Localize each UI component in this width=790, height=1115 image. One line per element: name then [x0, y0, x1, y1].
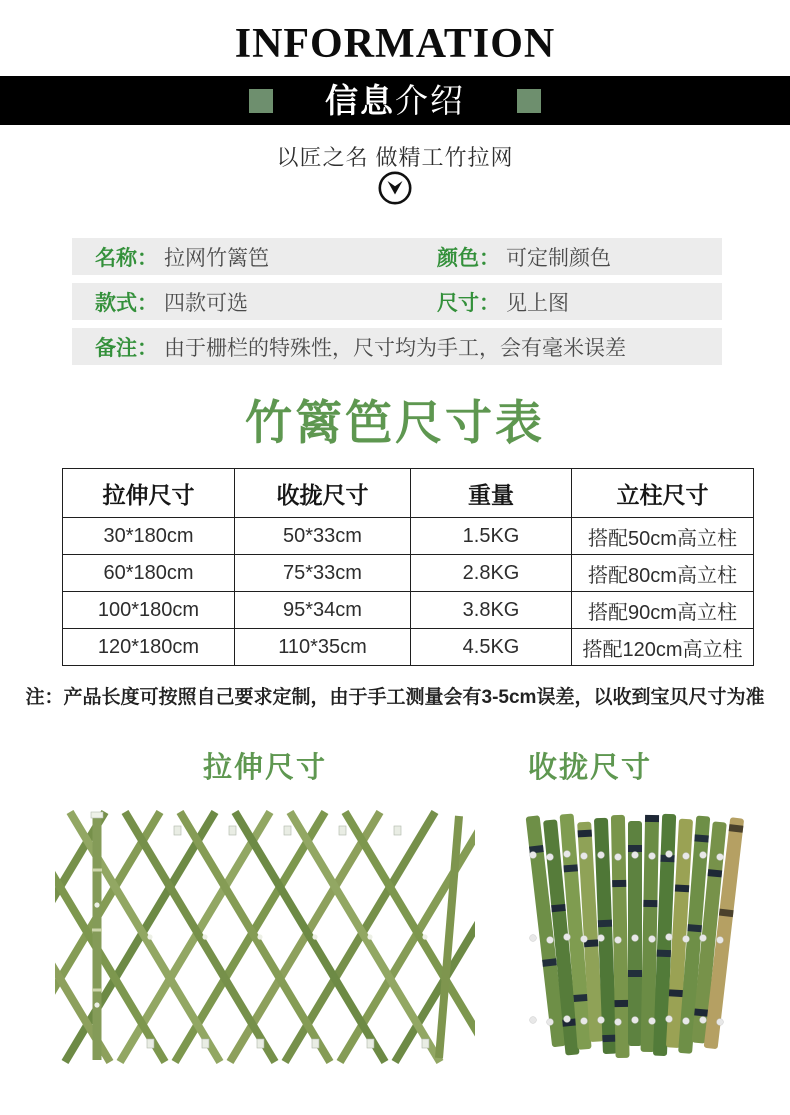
- spec-remark-value: 由于栅栏的特殊性，尺寸均为手工，会有毫米误差: [164, 336, 626, 360]
- banner-square-right: [517, 89, 541, 113]
- page-title: INFORMATION: [234, 21, 556, 67]
- cell-stretched: 100*180cm: [63, 592, 235, 629]
- cell-post: 搭配120cm高立柱: [572, 629, 754, 666]
- spec-color-value: 可定制颜色: [506, 246, 611, 270]
- size-table: [62, 468, 754, 666]
- spec-style-value: 四款可选: [164, 291, 248, 315]
- banner-title: [325, 84, 465, 117]
- size-table-header-row: [63, 469, 754, 518]
- spec-size-label: 尺寸：: [437, 291, 500, 315]
- banner-title-light: 介绍: [395, 82, 465, 119]
- spec-name-label: 名称：: [95, 246, 158, 270]
- bamboo-trellis-image: [55, 810, 475, 1065]
- bamboo-slats-image: [524, 810, 746, 1062]
- cell-stretched: 60*180cm: [63, 555, 235, 592]
- size-table-title: 竹篱笆尺寸表: [245, 396, 545, 449]
- spec-remark-label: 备注：: [95, 336, 158, 360]
- table-footnote: 注：产品长度可按照自己要求定制，由于手工测量会有3-5cm误差，以收到宝贝尺寸为准: [25, 687, 765, 708]
- cell-weight: 2.8KG: [411, 555, 572, 592]
- banner-square-left: [249, 89, 273, 113]
- col-header-folded: 收拢尺寸: [235, 469, 411, 518]
- table-row: [63, 555, 754, 592]
- table-row: [63, 592, 754, 629]
- cell-stretched: 30*180cm: [63, 518, 235, 555]
- cell-weight: 4.5KG: [411, 629, 572, 666]
- table-row: [63, 518, 754, 555]
- col-header-stretched: 拉伸尺寸: [63, 469, 235, 518]
- cell-folded: 75*33cm: [235, 555, 411, 592]
- cell-folded: 95*34cm: [235, 592, 411, 629]
- cell-post: 搭配80cm高立柱: [572, 555, 754, 592]
- col-header-post: 立柱尺寸: [572, 469, 754, 518]
- cell-folded: 50*33cm: [235, 518, 411, 555]
- spec-style-label: 款式：: [95, 291, 158, 315]
- spec-size-value: 见上图: [506, 291, 569, 315]
- section-banner: [0, 76, 790, 125]
- spec-color: [437, 242, 611, 272]
- cell-weight: 3.8KG: [411, 592, 572, 629]
- cell-weight: 1.5KG: [411, 518, 572, 555]
- spec-row-1: [72, 238, 722, 275]
- stretched-fence-photo: [55, 810, 475, 1065]
- banner-title-bold: 信息: [325, 82, 395, 119]
- spec-name: [72, 242, 437, 272]
- spec-size: [437, 287, 569, 317]
- table-row: [63, 629, 754, 666]
- spec-color-label: 颜色：: [437, 246, 500, 270]
- spec-row-2: [72, 283, 722, 320]
- spec-name-value: 拉网竹篱笆: [164, 246, 269, 270]
- scroll-hint: [0, 170, 790, 206]
- stretched-photo-label: 拉伸尺寸: [202, 752, 327, 784]
- col-header-weight: 重量: [411, 469, 572, 518]
- cell-folded: 110*35cm: [235, 629, 411, 666]
- spec-row-3: [72, 328, 722, 365]
- tagline: 以匠之名 做精工竹拉网: [276, 145, 514, 170]
- folded-fence-photo: [524, 810, 746, 1062]
- cell-post: 搭配50cm高立柱: [572, 518, 754, 555]
- cell-stretched: 120*180cm: [63, 629, 235, 666]
- cell-post: 搭配90cm高立柱: [572, 592, 754, 629]
- chevron-down-circle-icon: [377, 170, 413, 206]
- folded-photo-label: 收拢尺寸: [527, 752, 652, 784]
- spec-remark: [72, 332, 626, 362]
- spec-style: [72, 287, 437, 317]
